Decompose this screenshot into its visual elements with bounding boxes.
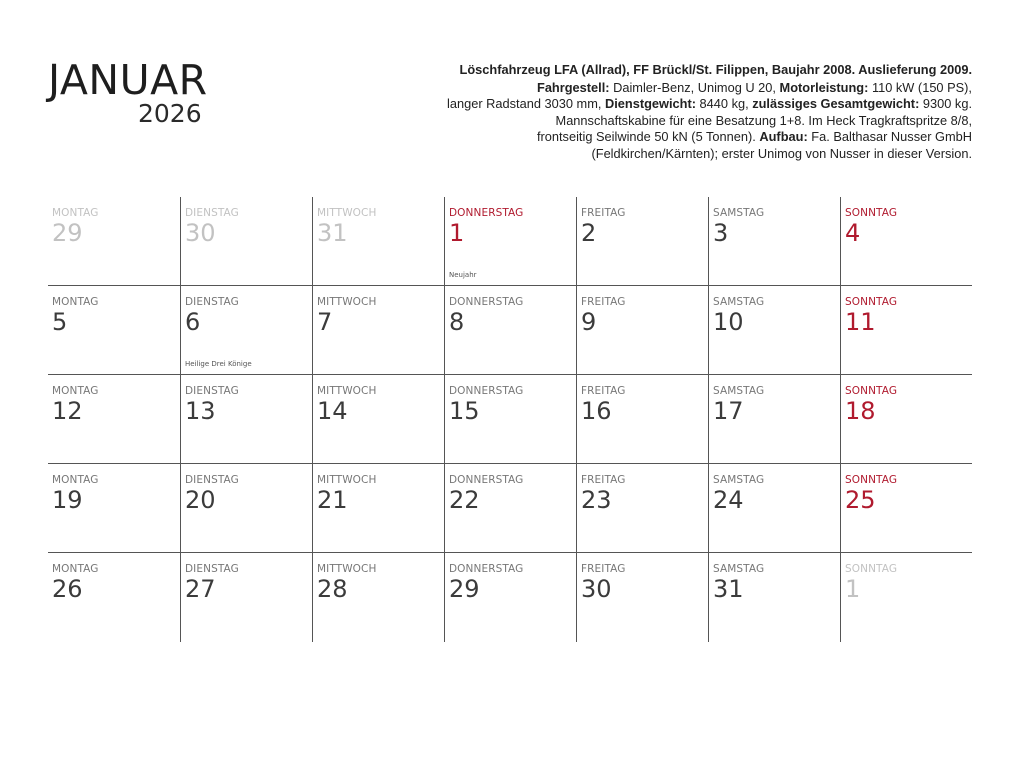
year-label: 2026 [138,99,202,128]
weekday-label: MONTAG [52,563,99,575]
day-number: 7 [317,308,333,336]
day-cell [840,197,972,286]
weekday-label: MITTWOCH [317,296,377,308]
day-number: 29 [52,219,83,247]
day-number: 8 [449,308,465,336]
vehicle-spec-text: Mannschaftskabine für eine Besatzung 1+8. Im Heck Tragkraftspritze 8/8, [555,112,972,128]
weekday-label: SAMSTAG [713,296,765,308]
day-cell [708,375,840,464]
day-cell [444,375,576,464]
day-number: 17 [713,397,744,425]
weekday-label: MITTWOCH [317,563,377,575]
weekday-label: MITTWOCH [317,385,377,397]
weekday-label: SONNTAG [845,385,898,397]
vehicle-desc-line-3 [412,113,972,130]
day-cell [708,197,840,286]
weekday-label: MONTAG [52,296,99,308]
weekday-label: DONNERSTAG [449,474,524,486]
day-number: 1 [449,219,465,247]
vehicle-spec-text: frontseitig Seilwinde 50 kN (5 Tonnen). [536,129,760,144]
day-cell [840,553,972,642]
weekday-label: FREITAG [581,296,626,308]
weekday-label: MONTAG [52,385,99,397]
day-number: 1 [845,575,861,603]
vehicle-spec-text: Fa. Balthasar Nusser GmbH [807,129,972,144]
day-number: 27 [185,575,216,603]
weekday-label: FREITAG [581,207,626,219]
day-cell [312,464,444,553]
day-number: 10 [713,308,744,336]
day-number: 24 [713,486,744,514]
day-number: 31 [317,219,348,247]
day-cell [576,197,708,286]
weekday-label: DIENSTAG [185,296,239,308]
vehicle-spec-label: Aufbau: [759,129,808,144]
weekday-label: SAMSTAG [713,563,765,575]
day-cell [312,286,444,375]
weekday-label: SONNTAG [845,563,898,575]
day-number: 13 [185,397,216,425]
vehicle-description [412,62,972,162]
vehicle-spec-label: Fahrgestell: [537,79,610,95]
weekday-label: MITTWOCH [317,474,377,486]
weekday-label: SONNTAG [845,207,898,219]
day-cell [840,464,972,553]
day-cell [444,553,576,642]
holiday-note: Neujahr [449,271,477,279]
day-cell [708,286,840,375]
day-number: 25 [845,486,876,514]
day-number: 28 [317,575,348,603]
day-cell [576,553,708,642]
day-number: 2 [581,219,597,247]
day-cell [180,464,312,553]
day-cell [48,553,180,642]
day-cell [444,464,576,553]
day-number: 9 [581,308,597,336]
vehicle-desc-line-5 [412,146,972,163]
day-cell [708,464,840,553]
weekday-label: DONNERSTAG [449,385,524,397]
day-cell [48,464,180,553]
weekday-label: FREITAG [581,474,626,486]
day-number: 19 [52,486,83,514]
weekday-label: FREITAG [581,563,626,575]
day-cell [576,286,708,375]
day-cell [576,464,708,553]
weekday-label: MONTAG [52,207,99,219]
day-cell [708,553,840,642]
weekday-label: MONTAG [52,474,99,486]
day-cell [312,375,444,464]
day-number: 5 [52,308,68,336]
day-number: 18 [845,397,876,425]
weekday-label: MITTWOCH [317,207,377,219]
day-cell [48,286,180,375]
holiday-note: Heilige Drei Könige [185,360,252,368]
weekday-label: DIENSTAG [185,474,239,486]
vehicle-spec-label: Motorleistung: [779,79,869,95]
day-number: 16 [581,397,612,425]
day-number: 11 [845,308,876,336]
day-number: 4 [845,219,861,247]
vehicle-spec-label: zulässiges Gesamtgewicht: [752,96,920,111]
vehicle-spec-text: langer Radstand 3030 mm, [447,96,605,111]
day-number: 23 [581,486,612,514]
calendar-grid [48,197,972,642]
day-number: 14 [317,397,348,425]
vehicle-desc-line-1 [412,80,972,97]
weekday-label: DIENSTAG [185,207,239,219]
weekday-label: FREITAG [581,385,626,397]
vehicle-spec-text: 9300 kg. [919,96,972,111]
weekday-label: SAMSTAG [713,207,765,219]
day-cell [444,286,576,375]
day-number: 30 [581,575,612,603]
day-cell [312,197,444,286]
vehicle-desc-line-2 [412,96,972,113]
vehicle-headline: Löschfahrzeug LFA (Allrad), FF Brückl/St. Filippen, Baujahr 2008. Auslieferung 2009. [459,62,972,77]
weekday-label: SONNTAG [845,296,898,308]
weekday-label: DONNERSTAG [449,207,524,219]
day-cell [48,375,180,464]
month-title: JANUAR [48,56,208,104]
day-number: 31 [713,575,744,603]
day-number: 6 [185,308,201,336]
day-cell [840,286,972,375]
weekday-label: DIENSTAG [185,563,239,575]
day-number: 12 [52,397,83,425]
vehicle-spec-text: Daimler-Benz, Unimog U 20, [609,79,780,95]
weekday-label: SAMSTAG [713,385,765,397]
day-number: 22 [449,486,480,514]
day-number: 15 [449,397,480,425]
vehicle-spec-text: 110 kW (150 PS), [868,79,972,95]
vehicle-desc-line-4 [412,129,972,146]
vehicle-spec-text: 8440 kg, [695,96,753,111]
day-number: 30 [185,219,216,247]
day-number: 20 [185,486,216,514]
day-cell [180,286,312,375]
day-cell [576,375,708,464]
day-cell [180,553,312,642]
weekday-label: DONNERSTAG [449,296,524,308]
day-cell [840,375,972,464]
day-cell [48,197,180,286]
day-number: 29 [449,575,480,603]
vehicle-spec-text: (Feldkirchen/Kärnten); erster Unimog von Nusser in dieser Version. [591,145,972,161]
day-cell [180,375,312,464]
day-cell [444,197,576,286]
day-number: 3 [713,219,729,247]
weekday-label: DONNERSTAG [449,563,524,575]
day-number: 21 [317,486,348,514]
weekday-label: SONNTAG [845,474,898,486]
day-number: 26 [52,575,83,603]
day-cell [180,197,312,286]
day-cell [312,553,444,642]
vehicle-spec-label: Dienstgewicht: [604,96,696,111]
weekday-label: SAMSTAG [713,474,765,486]
weekday-label: DIENSTAG [185,385,239,397]
